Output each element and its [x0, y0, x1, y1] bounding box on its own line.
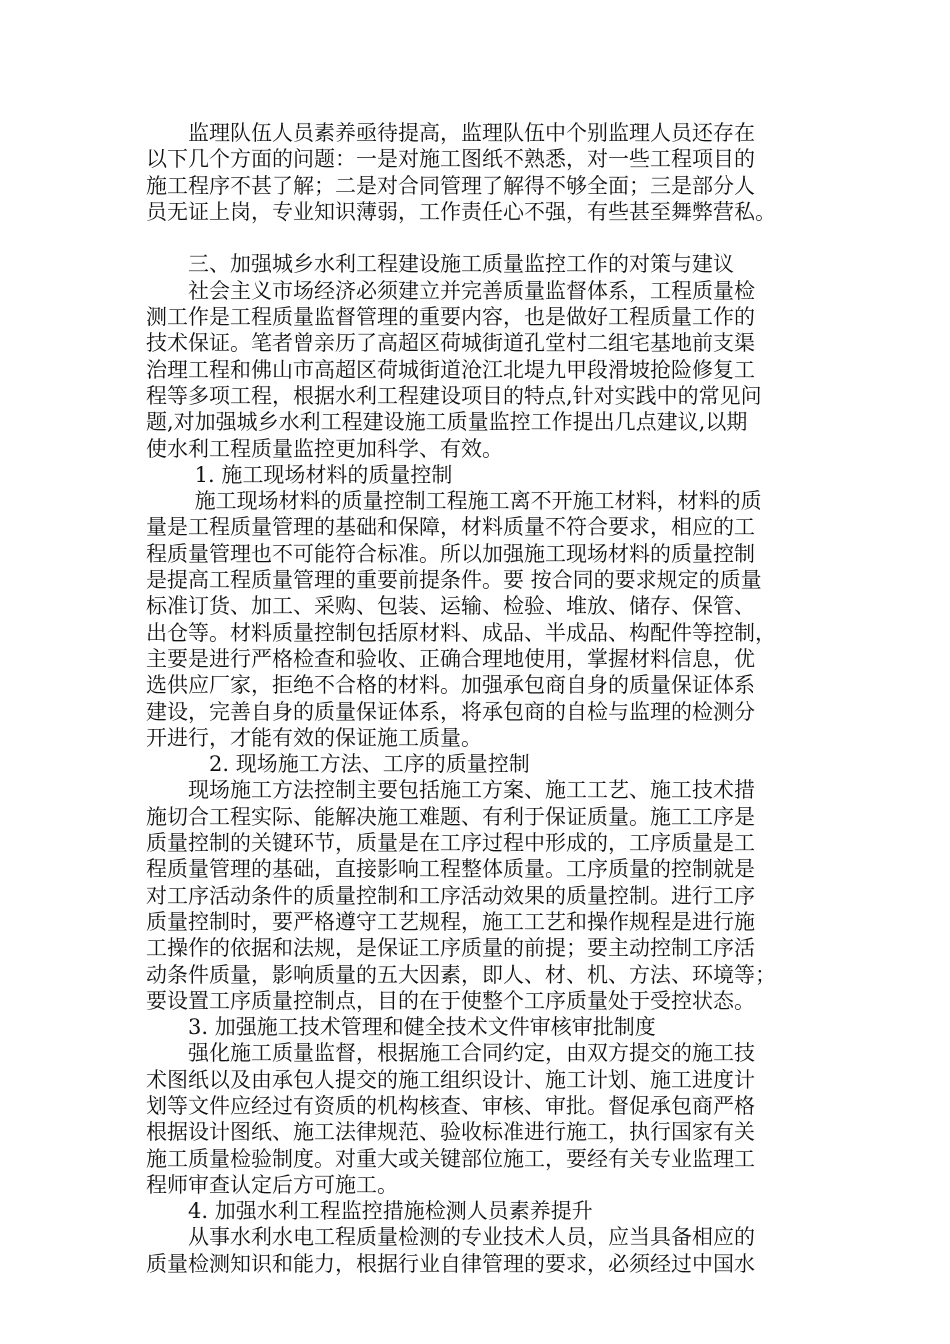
text-line: 出仓等。材料质量控制包括原材料、成品、半成品、构配件等控制， [146, 620, 776, 645]
text-line: 术图纸以及由承包人提交的施工组织设计、施工计划、施工进度计 [146, 1067, 755, 1092]
text-line: 标准订货、加工、采购、包装、运输、检验、堆放、储存、保管、 [146, 594, 755, 619]
text-line: 质量检测知识和能力，根据行业自律管理的要求，必须经过中国水 [146, 1251, 755, 1276]
text-line: 程师审查认定后方可施工。 [146, 1172, 398, 1197]
text-line: 质量控制时，要严格遵守工艺规程，施工工艺和操作规程是进行施 [146, 909, 755, 934]
text-line: 工操作的依据和法规，是保证工序质量的前提；要主动控制工序活 [146, 936, 755, 961]
text-line: 对工序活动条件的质量控制和工序活动效果的质量控制。进行工序 [146, 883, 755, 908]
body-text [146, 120, 806, 1277]
subsection-heading: 4. 加强水利工程监控措施检测人员素养提升 [146, 1199, 593, 1224]
text-line: 使水利工程质量监控更加科学、有效。 [146, 436, 503, 461]
subsection-heading: 1. 施工现场材料的质量控制 [146, 462, 453, 487]
text-line: 测工作是工程质量监督管理的重要内容，也是做好工程质量工作的 [146, 305, 755, 330]
text-line: 建设，完善自身的质量保证体系，将承包商的自检与监理的检测分 [146, 699, 755, 724]
text-line: 施工现场材料的质量控制工程施工离不开施工材料，材料的质 [146, 489, 762, 514]
text-line: 动条件质量，影响质量的五大因素，即人、材、机、方法、环境等； [146, 962, 776, 987]
text-line: 以下几个方面的问题：一是对施工图纸不熟悉，对一些工程项目的 [146, 147, 755, 172]
text-line: 施切合工程实际、能解决施工难题、有利于保证质量。施工工序是 [146, 804, 755, 829]
text-line: 选供应厂家，拒绝不合格的材料。加强承包商自身的质量保证体系 [146, 673, 755, 698]
text-line: 量是工程质量管理的基础和保障，材料质量不符合要求，相应的工 [146, 515, 755, 540]
text-line: 施工程序不甚了解；二是对合同管理了解得不够全面；三是部分人 [146, 173, 755, 198]
text-line: 施工质量检验制度。对重大或关键部位施工，要经有关专业监理工 [146, 1146, 755, 1171]
text-line: 根据设计图纸、施工法律规范、验收标准进行施工，执行国家有关 [146, 1120, 755, 1145]
text-line: 开进行，才能有效的保证施工质量。 [146, 725, 482, 750]
text-line: 员无证上岗，专业知识薄弱，工作责任心不强，有些甚至舞弊营私。 [146, 199, 776, 224]
text-line: 是提高工程质量管理的重要前提条件。要 按合同的要求规定的质量 [146, 568, 762, 593]
text-line: 题,对加强城乡水利工程建设施工质量监控工作提出几点建议,以期 [146, 410, 748, 435]
text-line: 划等文件应经过有资质的机构核查、审核、审批。督促承包商严格 [146, 1093, 755, 1118]
text-line: 现场施工方法控制主要包括施工方案、施工工艺、施工技术措 [146, 778, 755, 803]
text-line: 程等多项工程，根据水利工程建设项目的特点,针对实践中的常见问 [146, 383, 762, 408]
text-line: 技术保证。笔者曾亲历了高超区荷城街道孔堂村二组宅基地前支渠 [146, 331, 755, 356]
text-line: 从事水利水电工程质量检测的专业技术人员，应当具备相应的 [146, 1225, 755, 1250]
text-line: 社会主义市场经济必须建立并完善质量监督体系，工程质量检 [146, 278, 755, 303]
subsection-heading: 3. 加强施工技术管理和健全技术文件审核审批制度 [146, 1015, 656, 1040]
subsection-heading: 2. 现场施工方法、工序的质量控制 [146, 752, 530, 777]
text-line: 主要是进行严格检查和验收、正确合理地使用，掌握材料信息，优 [146, 646, 755, 671]
text-line: 程质量管理的基础，直接影响工程整体质量。工序质量的控制就是 [146, 857, 755, 882]
text-line: 监理队伍人员素养亟待提高，监理队伍中个别监理人员还存在 [146, 121, 755, 145]
text-line: 强化施工质量监督，根据施工合同约定，由双方提交的施工技 [146, 1041, 755, 1066]
paragraph-gap [146, 225, 806, 251]
section-heading: 三、加强城乡水利工程建设施工质量监控工作的对策与建议 [146, 252, 734, 277]
text-line: 要设置工序质量控制点，目的在于使整个工序质量处于受控状态。 [146, 988, 755, 1013]
text-line: 程质量管理也不可能符合标准。所以加强施工现场材料的质量控制 [146, 541, 755, 566]
text-line: 治理工程和佛山市高超区荷城街道沧江北堤九甲段滑坡抢险修复工 [146, 357, 755, 382]
text-line: 质量控制的关键环节，质量是在工序过程中形成的，工序质量是工 [146, 831, 755, 856]
